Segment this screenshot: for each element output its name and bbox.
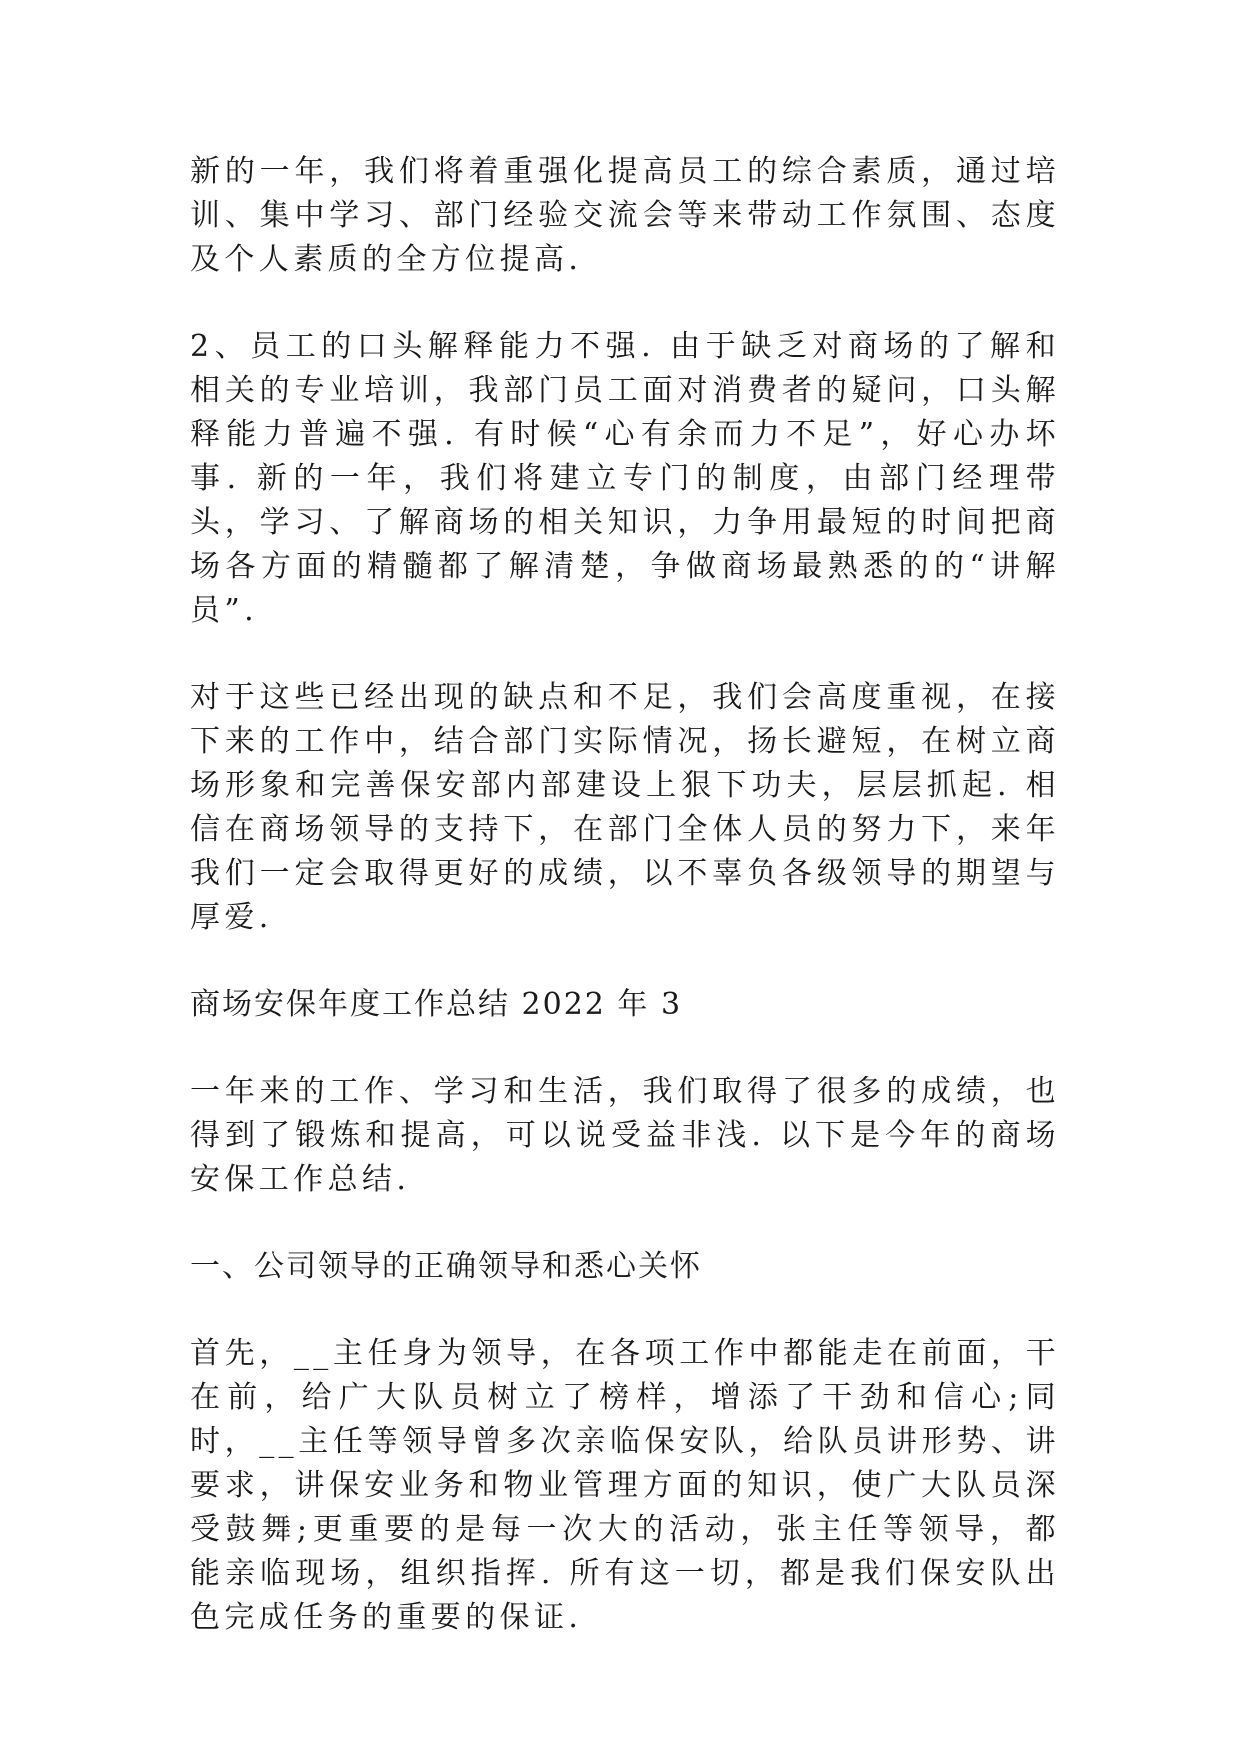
section-title: 商场安保年度工作总结 2022 年 3 (190, 987, 683, 1022)
paragraph-shortcomings: 对于这些已经出现的缺点和不足，我们会高度重视，在接下来的工作中，结合部门实际情况，扬长避短，在树立商场形象和完善保安部内部建设上狠下功夫，层层抓起. 相信在商场领导的支持下，在部门全体人员的努力下，来年我们一定会取得更好的成绩，以不辜负各级领导的期望与厚爱. (190, 680, 1060, 935)
paragraph-staff-quality: 新的一年，我们将着重强化提高员工的综合素质，通过培训、集中学习、部门经验交流会等来带动工作氛围、态度及个人素质的全方位提高. (190, 154, 1060, 277)
paragraph-explanation-ability: 2、员工的口头解释能力不强. 由于缺乏对商场的了解和相关的专业培训，我部门员工面对消费者的疑问，口头解释能力普遍不强. 有时候“心有余而力不足”，好心办坏事. 新的一年，我们将建立专门的制度，由部门经理带头，学习、了解商场的相关知识，力争用最短的时间把商场各方面的精髓都了解清楚，争做商场最熟悉的的“讲解员”. (190, 329, 1060, 628)
document-body (190, 150, 1060, 1683)
paragraph-leadership: 首先，__主任身为领导，在各项工作中都能走在前面，干在前，给广大队员树立了榜样，增添了干劲和信心;同时，__主任等领导曾多次亲临保安队，给队员讲形势、讲要求，讲保安业务和物业管理方面的知识，使广大队员深受鼓舞;更重要的是每一次大的活动，张主任等领导，都能亲临现场，组织指挥. 所有这一切，都是我们保安队出色完成任务的重要的保证. (190, 1336, 1060, 1635)
paragraph-year-intro: 一年来的工作、学习和生活，我们取得了很多的成绩，也得到了锻炼和提高，可以说受益非浅. 以下是今年的商场安保工作总结. (190, 1074, 1060, 1197)
section-heading-leadership: 一、公司领导的正确领导和悉心关怀 (190, 1249, 702, 1284)
